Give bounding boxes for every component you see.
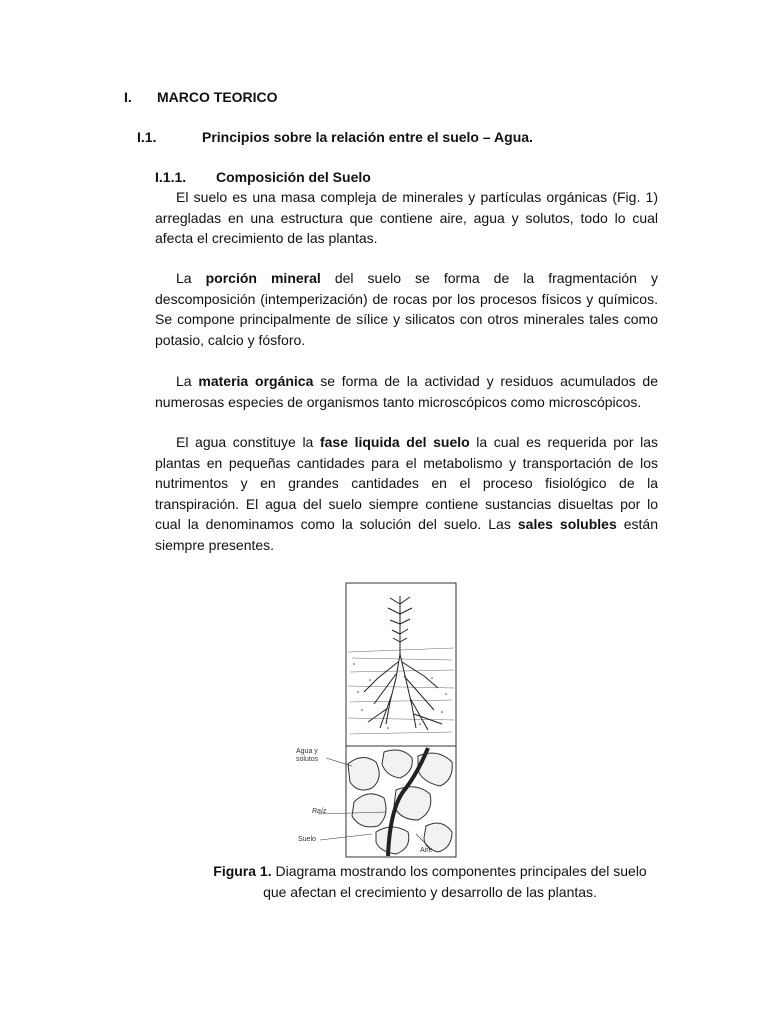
label-agua-y-solutos-1: Agua y — [296, 748, 318, 755]
caption-line-1: Diagrama mostrando los componentes principales del suelo — [271, 863, 647, 879]
label-raiz: Raíz — [312, 808, 327, 815]
paragraph-2 — [155, 268, 658, 350]
paragraph-1 — [155, 187, 658, 249]
figure-caption — [150, 861, 710, 903]
heading-2-number: I.1. — [137, 129, 157, 145]
soil-diagram — [292, 582, 460, 858]
term-materia-organica: materia orgánica — [198, 373, 314, 389]
term-fase-liquida: fase liquida del suelo — [319, 434, 470, 450]
term-porcion-mineral: porción mineral — [205, 270, 321, 286]
paragraph-1-text: El suelo es una masa compleja de minerales y partículas orgánicas (Fig. 1) arregladas en una estructura que contiene aire, agua y solutos, todo lo cual afecta el crecimiento de las plantas. — [155, 189, 658, 246]
paragraph-4 — [155, 432, 658, 555]
heading-1-title: MARCO TEORICO — [157, 89, 278, 105]
paragraph-4-lead: El agua constituye la — [176, 434, 320, 450]
paragraph-4-body: la cual es requerida por las plantas en pequeñas cantidades para el metabolismo y transportación de los nutrimentos y en grandes cantidades en el proceso fisiológico de la transpiración. El agua del suelo siempre contiene sustancias disueltas por lo cual la denominamos como la solución del suelo. Las — [155, 434, 658, 532]
paragraph-4-end: están siempre presentes. — [155, 516, 659, 553]
paragraph-3-body: se forma de la actividad y residuos acumulados de numerosas especies de organismos tanto microscópicos como microscópicos. — [155, 373, 658, 410]
paragraph-3-lead: La — [176, 373, 199, 389]
heading-1-number: I. — [124, 89, 132, 105]
label-aire: Aire — [420, 847, 433, 854]
term-sales-solubles: sales solubles — [517, 516, 617, 532]
paragraph-3 — [155, 371, 658, 412]
caption-line-2: que afectan el crecimiento y desarrollo de las plantas. — [263, 884, 597, 900]
heading-3-number: I.1.1. — [155, 169, 187, 185]
heading-2-title: Principios sobre la relación entre el suelo – Agua. — [202, 129, 533, 145]
heading-3-title: Composición del Suelo — [216, 169, 371, 185]
paragraph-2-lead: La — [176, 270, 206, 286]
caption-label: Figura 1. — [213, 863, 272, 879]
label-agua-y-solutos-2: solutos — [296, 756, 319, 763]
label-suelo: Suelo — [298, 836, 316, 843]
paragraph-2-body: del suelo se forma de la fragmentación y descomposición (intemperización) de rocas por los procesos físicos y químicos. Se compone principalmente de sílice y silicatos con otros minerales tales como potasio, calcio y fósforo. — [155, 270, 658, 348]
